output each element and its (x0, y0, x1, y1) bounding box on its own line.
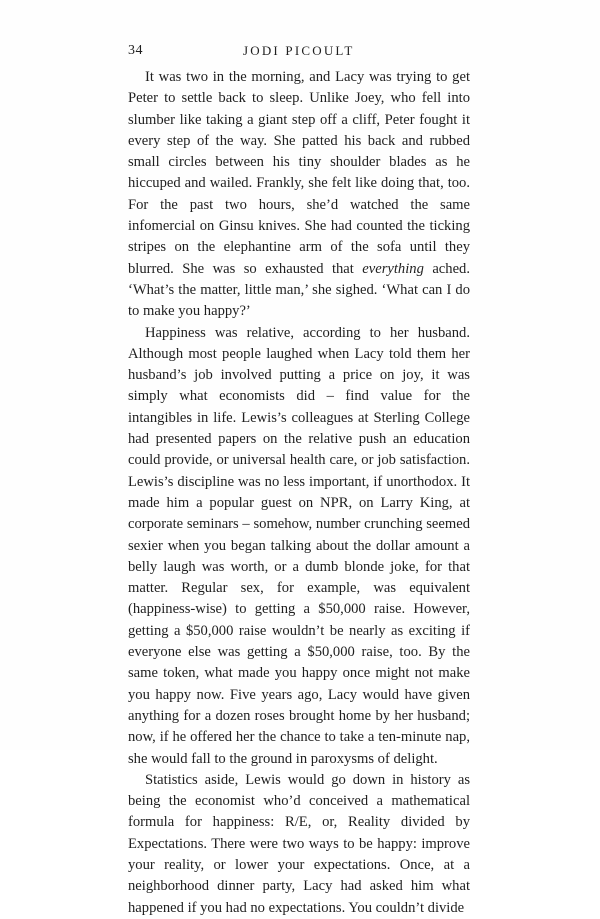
paragraph-1 (128, 67, 470, 323)
paragraph-1-text-b: ached. ‘What’s the matter, little man,’ she sighed. ‘What can I do to make you happy?’ (128, 260, 470, 320)
paragraph-1-text-a: It was two in the morning, and Lacy was trying to get Peter to settle back to sleep. Unlike Joey, who fell into slumber like taking a giant step off a cliff, Peter fought it every step of the way. She patted his back and rubbed small circles between his tiny shoulder blades as he hiccuped and wailed. Frankly, she felt like doing that, too. For the past two hours, she’d watched the same infomercial on Ginsu knives. She had counted the ticking stripes on the elephantine arm of the sofa until they blurred. She was so exhausted that (128, 69, 470, 277)
page-header (128, 43, 472, 61)
body-text (128, 67, 470, 919)
paragraph-3: Statistics aside, Lewis would go down in history as being the economist who’d conceived a mathematical formula for happiness: R/E, or, Reality divided by Expectations. There were two ways to be happy: improve your reality, or lower your expectations. Once, at a neighborhood dinner party, Lacy had asked him what happened if you had no expectations. You couldn’t divide (128, 771, 470, 916)
running-head-author: JODI PICOULT (243, 43, 355, 58)
paragraph-2: Happiness was relative, according to her husband. Although most people laughed when Lacy told them her husband’s job involved putting a price on joy, it was simply what economists did – find value for the intangibles in life. Lewis’s colleagues at Sterling College had presented papers on the relative push an education could provide, or universal health care, or job satisfaction. Lewis’s discipline was no less important, if unorthodox. It made him a popular guest on NPR, on Larry King, at corporate seminars – somehow, number crunching seemed sexier when you began talking about the dollar amount a belly laugh was worth, or a dumb blonde joke, for that matter. Regular sex, for example, was equivalent (happiness-wise) to getting a $50,000 raise. However, getting a $50,000 raise wouldn’t be nearly as exciting if everyone else was getting a $50,000 raise, too. By the same token, what made you happy once might not make you happy now. Five years ago, Lacy would have given anything for a dozen roses brought home by her husband; now, if he offered her the chance to take a ten-minute nap, she would fall to the ground in paroxysms of delight. (128, 324, 470, 767)
paragraph-1-emphasis: everything (362, 260, 424, 277)
page-number: 34 (128, 43, 143, 58)
